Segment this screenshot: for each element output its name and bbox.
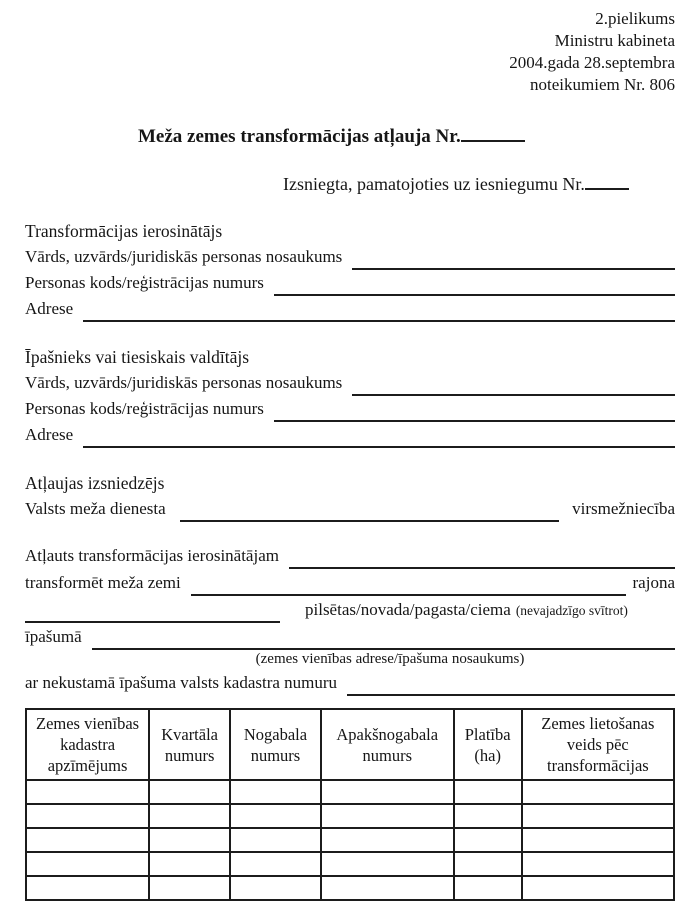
table-cell [454,876,522,900]
regulation-number: noteikumiem Nr. 806 [530,75,675,94]
col-header-compartment-number: Nogabala numurs [230,709,321,780]
table-row [26,780,674,804]
issued-label: Izsniegta, pamatojoties uz iesniegumu Nr. [283,174,585,194]
issued-line [283,173,675,196]
owner-address-label: Adrese [25,425,74,444]
table-cell [321,876,454,900]
table-row [26,804,674,828]
owner-code-field [25,396,675,422]
owner-name-label: Vārds, uzvārds/juridiskās personas nosaukums [25,373,343,392]
title-text: Meža zemes transformācijas atļauja Nr. [138,126,461,147]
table-cell [230,876,321,900]
table-cell [26,780,149,804]
col-header-land-use-after: Zemes lietošanas veids pēc transformācijas [522,709,674,780]
strike-note: (nevajadzīgo svītrot) [515,603,628,618]
col-header-cadastre-designation: Zemes vienības kadastra apzīmējums [26,709,149,780]
document-title [138,125,675,149]
table-cell [230,780,321,804]
table-cell [230,852,321,876]
cadastre-number-label: ar nekustamā īpašuma valsts kadastra numuru [25,673,338,692]
table-row [26,876,674,900]
table-cell [522,852,674,876]
date-line: 2004.gada 28.septembra [509,53,675,72]
table-cell [149,780,230,804]
initiator-name-blank [352,266,675,270]
regulation-reference [25,8,675,96]
col-header-area: Platība (ha) [454,709,522,780]
table-cell [454,852,522,876]
owner-address-blank [83,444,675,448]
table-cell [149,876,230,900]
annex-number: 2.pielikums [595,9,675,28]
table-cell [522,828,674,852]
application-number-blank [585,186,629,190]
owner-address-field [25,422,675,448]
initiator-code-blank [274,292,675,296]
table-cell [454,780,522,804]
grant-line1-label: Atļauts transformācijas ierosinātājam [25,546,279,565]
grant-line4 [25,623,675,650]
table-cell [321,780,454,804]
initiator-address-field [25,296,675,322]
table-cell [149,828,230,852]
table-cell [522,780,674,804]
table-cell [149,852,230,876]
permit-number-blank [461,138,525,142]
grant-paragraph [25,542,675,696]
locality-type-label: pilsētas/novada/pagasta/ciema [305,600,511,619]
table-cell [26,876,149,900]
initiator-heading: Transformācijas ierosinātājs [25,221,223,241]
initiator-name-label: Vārds, uzvārds/juridiskās personas nosaukums [25,247,343,266]
issuer-section [25,470,675,522]
table-cell [522,804,674,828]
owner-code-label: Personas kods/reģistrācijas numurs [25,399,264,418]
initiator-name-field [25,244,675,270]
grant-line1 [25,542,675,569]
table-cell [230,804,321,828]
owner-section [25,344,675,448]
grant-line3 [25,596,675,623]
initiator-address-blank [83,318,675,322]
issuer-heading: Atļaujas izsniedzējs [25,473,165,493]
table-cell [26,828,149,852]
initiator-code-field [25,270,675,296]
owner-name-field [25,370,675,396]
cabinet-line: Ministru kabineta [554,31,675,50]
grant-line2-label: transformēt meža zemi [25,573,181,592]
grantee-blank [289,565,675,569]
cadastre-number-blank [347,692,675,696]
table-cell [321,804,454,828]
table-row [26,828,674,852]
forest-district-blank [180,518,559,522]
owner-code-blank [274,418,675,422]
grant-line2 [25,569,675,596]
table-header-row [26,709,674,780]
initiator-code-label: Personas kods/reģistrācijas numurs [25,273,264,292]
table-cell [522,876,674,900]
table-row [26,852,674,876]
issuer-suffix-label: virsmežniecība [572,499,675,518]
initiator-address-label: Adrese [25,299,74,318]
table-cell [321,852,454,876]
transformation-table [25,708,675,901]
table-cell [26,852,149,876]
table-cell [230,828,321,852]
grant-line5 [25,669,675,696]
property-caption: (zemes vienības adrese/īpašuma nosaukums) [255,651,525,667]
col-header-quarter-number: Kvartāla numurs [149,709,230,780]
table-cell [321,828,454,852]
table-cell [26,804,149,828]
initiator-section [25,218,675,322]
grant-line2-suffix: rajona [632,573,675,592]
issuer-prefix-label: Valsts meža dienesta [25,499,166,518]
col-header-subcompartment-number: Apakšnogabala numurs [321,709,454,780]
table-body [26,780,674,900]
property-label: īpašumā [25,627,82,646]
owner-heading: Īpašnieks vai tiesiskais valdītājs [25,347,250,367]
table-cell [149,804,230,828]
table-cell [454,804,522,828]
owner-name-blank [352,392,675,396]
issuer-field [25,496,675,522]
table-cell [454,828,522,852]
